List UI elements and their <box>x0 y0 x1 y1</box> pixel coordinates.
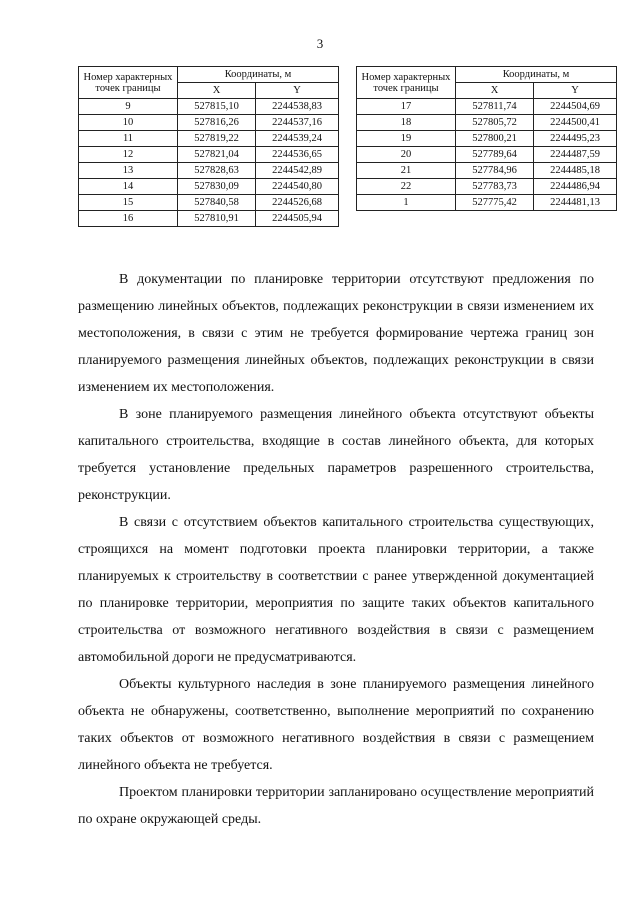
x-coordinate-cell: 527821,04 <box>178 147 256 163</box>
y-coordinate-cell: 2244495,23 <box>534 131 617 147</box>
x-coordinate-cell: 527784,96 <box>456 163 534 179</box>
point-number-cell: 9 <box>79 99 178 115</box>
y-coordinate-cell: 2244526,68 <box>256 195 339 211</box>
header-point-number: Номер характерных точек границы <box>357 67 456 99</box>
x-coordinate-cell: 527830,09 <box>178 179 256 195</box>
coordinates-table-right <box>356 66 617 211</box>
header-x: X <box>456 83 534 99</box>
y-coordinate-cell: 2244538,83 <box>256 99 339 115</box>
point-number-cell: 14 <box>79 179 178 195</box>
x-coordinate-cell: 527789,64 <box>456 147 534 163</box>
point-number-cell: 12 <box>79 147 178 163</box>
header-point-number: Номер характерных точек границы <box>79 67 178 99</box>
table-row <box>357 163 617 179</box>
y-coordinate-cell: 2244505,94 <box>256 211 339 227</box>
header-x: X <box>178 83 256 99</box>
x-coordinate-cell: 527816,26 <box>178 115 256 131</box>
paragraph: В зоне планируемого размещения линейного объекта отсутствуют объекты капитального строительства, входящие в состав линейного объекта, для которых требуется установление предельных параметров разрешенного строительства, реконструкции. <box>78 407 594 503</box>
x-coordinate-cell: 527828,63 <box>178 163 256 179</box>
x-coordinate-cell: 527810,91 <box>178 211 256 227</box>
page-number: 3 <box>316 36 324 51</box>
y-coordinate-cell: 2244487,59 <box>534 147 617 163</box>
x-coordinate-cell: 527775,42 <box>456 195 534 211</box>
x-coordinate-cell: 527840,58 <box>178 195 256 211</box>
x-coordinate-cell: 527811,74 <box>456 99 534 115</box>
table-row <box>357 115 617 131</box>
table-row <box>357 179 617 195</box>
point-number-cell: 17 <box>357 99 456 115</box>
y-coordinate-cell: 2244539,24 <box>256 131 339 147</box>
point-number-cell: 19 <box>357 131 456 147</box>
header-y: Y <box>256 83 339 99</box>
point-number-cell: 13 <box>79 163 178 179</box>
point-number-cell: 20 <box>357 147 456 163</box>
table-row <box>357 147 617 163</box>
y-coordinate-cell: 2244540,80 <box>256 179 339 195</box>
table-row <box>357 131 617 147</box>
x-coordinate-cell: 527783,73 <box>456 179 534 195</box>
table-row <box>357 195 617 211</box>
point-number-cell: 15 <box>79 195 178 211</box>
table-row <box>79 147 339 163</box>
coordinates-table-left <box>78 66 339 227</box>
header-coordinates: Координаты, м <box>178 67 339 83</box>
table-row <box>79 115 339 131</box>
paragraph: В связи с отсутствием объектов капитального строительства существующих, строящихся на момент подготовки проекта планировки территории, а также планируемых к строительству в соответствии с ранее утвержденной документацией по планировке территории, мероприятия по защите таких объектов капитального строительства от возможного негативного воздействия в связи с размещением автомобильной дороги не предусматриваются. <box>78 515 594 665</box>
y-coordinate-cell: 2244485,18 <box>534 163 617 179</box>
point-number-cell: 11 <box>79 131 178 147</box>
y-coordinate-cell: 2244537,16 <box>256 115 339 131</box>
y-coordinate-cell: 2244536,65 <box>256 147 339 163</box>
x-coordinate-cell: 527819,22 <box>178 131 256 147</box>
y-coordinate-cell: 2244542,89 <box>256 163 339 179</box>
point-number-cell: 21 <box>357 163 456 179</box>
y-coordinate-cell: 2244486,94 <box>534 179 617 195</box>
table-row <box>357 99 617 115</box>
y-coordinate-cell: 2244504,69 <box>534 99 617 115</box>
table-row <box>79 211 339 227</box>
body-text <box>78 266 594 833</box>
point-number-cell: 18 <box>357 115 456 131</box>
table-row <box>79 131 339 147</box>
point-number-cell: 16 <box>79 211 178 227</box>
table-row <box>79 99 339 115</box>
header-coordinates: Координаты, м <box>456 67 617 83</box>
paragraph: В документации по планировке территории отсутствуют предложения по размещению линейных объектов, подлежащих реконструкции в связи изменением их местоположения, в связи с этим не требуется формирование чертежа границ зон планируемого размещения линейных объектов, подлежащих реконструкции в связи изменением их местоположения. <box>78 272 594 395</box>
x-coordinate-cell: 527800,21 <box>456 131 534 147</box>
header-y: Y <box>534 83 617 99</box>
table-row <box>79 195 339 211</box>
point-number-cell: 10 <box>79 115 178 131</box>
table-row <box>79 179 339 195</box>
x-coordinate-cell: 527815,10 <box>178 99 256 115</box>
y-coordinate-cell: 2244481,13 <box>534 195 617 211</box>
y-coordinate-cell: 2244500,41 <box>534 115 617 131</box>
point-number-cell: 22 <box>357 179 456 195</box>
x-coordinate-cell: 527805,72 <box>456 115 534 131</box>
paragraph: Проектом планировки территории запланировано осуществление мероприятий по охране окружающей среды. <box>78 785 594 827</box>
table-row <box>79 163 339 179</box>
point-number-cell: 1 <box>357 195 456 211</box>
paragraph: Объекты культурного наследия в зоне планируемого размещения линейного объекта не обнаружены, соответственно, выполнение мероприятий по сохранению таких объектов от возможного негативного воздействия в связи с размещением линейного объекта не требуется. <box>78 677 594 773</box>
